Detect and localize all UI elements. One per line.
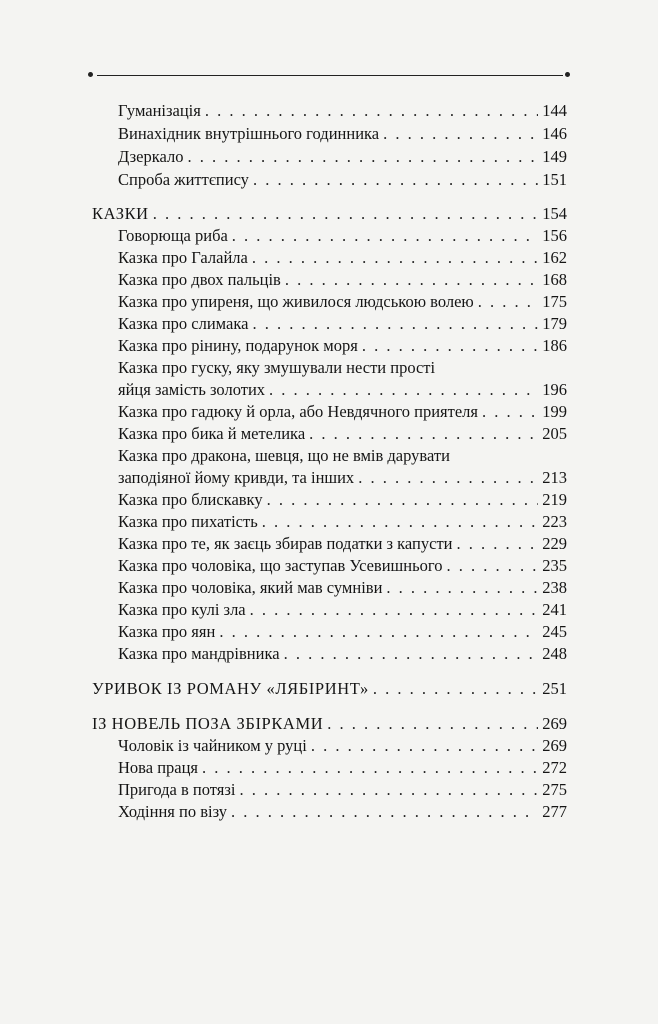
toc-entry	[118, 801, 567, 823]
toc-entry-title: Пригода в потязі	[118, 780, 236, 799]
toc-entry-page: 146	[542, 124, 567, 143]
toc-entry	[118, 335, 567, 357]
toc-entry-page: 213	[542, 468, 567, 487]
toc-entry-title: Казка про бика й метелика	[118, 424, 306, 443]
header-ornament-dot-left	[88, 72, 93, 77]
dot-leader	[252, 313, 538, 335]
dot-leader	[187, 146, 538, 168]
toc-entry	[118, 577, 567, 599]
toc-entry-page: 144	[542, 101, 567, 120]
toc-entry-title: Казка про пихатість	[118, 512, 258, 531]
toc-entry	[118, 621, 567, 643]
toc-entry-page: 179	[542, 314, 567, 333]
toc-entry	[118, 291, 567, 313]
toc-entry-title: Гуманізація	[118, 101, 201, 120]
dot-leader	[446, 555, 538, 577]
toc-entry	[118, 247, 567, 269]
toc-entry-title: Дзеркало	[118, 147, 184, 166]
toc-entry	[118, 169, 567, 191]
toc-entry-page: 229	[542, 534, 567, 553]
toc-entry	[118, 100, 567, 122]
dot-leader	[153, 203, 539, 225]
toc-entry	[118, 269, 567, 291]
dot-leader	[482, 401, 538, 423]
header-rule	[97, 75, 563, 76]
dot-leader	[269, 379, 538, 401]
toc-entry-page: 235	[542, 556, 567, 575]
toc-entry-title: Винахідник внутрішнього годинника	[118, 124, 380, 143]
dot-leader	[231, 801, 538, 823]
toc-entry-title: Ходіння по візу	[118, 802, 228, 821]
toc-section-page: 251	[542, 679, 567, 698]
toc-entry-title: Спроба життєпису	[118, 170, 249, 189]
toc-entry	[118, 643, 567, 665]
toc-entry-page: 175	[542, 292, 567, 311]
toc-entry-page: 241	[542, 600, 567, 619]
toc-entry	[118, 313, 567, 335]
toc-entry-page: 199	[542, 402, 567, 421]
dot-leader	[262, 511, 539, 533]
toc-section	[92, 678, 567, 700]
toc-section-title: УРИВОК ІЗ РОМАНУ «ЛЯБІРИНТ»	[92, 679, 369, 698]
dot-leader	[267, 489, 539, 511]
dot-leader	[250, 599, 539, 621]
toc-section-title: КАЗКИ	[92, 204, 149, 223]
toc-entry-page: 275	[542, 780, 567, 799]
toc-entry	[118, 401, 567, 423]
dot-leader	[202, 757, 538, 779]
toc-entry-title-line1: Казка про гуску, яку змушували нести прості	[118, 358, 436, 377]
dot-leader	[386, 577, 538, 599]
toc-entry	[118, 511, 567, 533]
toc-entry-page: 248	[542, 644, 567, 663]
toc-entry-title: Казка про упиреня, що живилося людською волею	[118, 292, 474, 311]
toc-entry-title: Казка про яян	[118, 622, 216, 641]
dot-leader	[373, 678, 538, 700]
toc-entry-page: 205	[542, 424, 567, 443]
toc-entry	[118, 146, 567, 168]
dot-leader	[383, 123, 538, 145]
toc-entry-page: 156	[542, 226, 567, 245]
toc-entry-title: Казка про чоловіка, який мав сумніви	[118, 578, 383, 597]
toc-entry-title-line1: Казка про дракона, шевця, що не вмів дарувати	[118, 446, 450, 465]
toc-entry-title: Казка про кулі зла	[118, 600, 246, 619]
toc-entry-page: 272	[542, 758, 567, 777]
dot-leader	[239, 779, 538, 801]
toc-entry-page: 269	[542, 736, 567, 755]
toc-entry-page: 162	[542, 248, 567, 267]
toc-entry	[118, 225, 567, 247]
toc-entry-title: Казка про слимака	[118, 314, 249, 333]
toc-entry-title: Казка про рінину, подарунок моря	[118, 336, 358, 355]
toc-entry	[118, 467, 567, 489]
toc-entry-page: 219	[542, 490, 567, 509]
dot-leader	[253, 169, 538, 191]
dot-leader	[457, 533, 539, 555]
toc-entry-title: Казка про мандрівника	[118, 644, 280, 663]
toc-entry-page: 223	[542, 512, 567, 531]
toc-entry-title-line2: заподіяної йому кривди, та інших	[118, 468, 355, 487]
toc-entry	[118, 123, 567, 145]
toc-section	[92, 203, 567, 225]
toc-entry-page: 149	[542, 147, 567, 166]
dot-leader	[362, 335, 538, 357]
toc-entry-title: Казка про те, як заєць збирав податки з капусти	[118, 534, 453, 553]
dot-leader	[219, 621, 538, 643]
toc-entry	[118, 735, 567, 757]
toc-section-page: 154	[542, 204, 567, 223]
dot-leader	[311, 735, 538, 757]
dot-leader	[232, 225, 538, 247]
toc-entry-title: Казка про чоловіка, що заступав Усевишнього	[118, 556, 443, 575]
toc-entry-page: 186	[542, 336, 567, 355]
toc-entry-title: Казка про двох пальців	[118, 270, 281, 289]
toc-entry-page: 168	[542, 270, 567, 289]
toc-entry-title-line2: яйця замість золотих	[118, 380, 266, 399]
toc-entry-title: Казка про гадюку й орла, або Невдячного приятеля	[118, 402, 478, 421]
toc-section-title: ІЗ НОВЕЛЬ ПОЗА ЗБІРКАМИ	[92, 714, 324, 733]
toc-entry-page: 196	[542, 380, 567, 399]
dot-leader	[327, 713, 538, 735]
toc-entry	[118, 757, 567, 779]
toc-entry-title: Нова праця	[118, 758, 199, 777]
toc-entry-title: Чоловік із чайником у руці	[118, 736, 307, 755]
toc-entry-page: 245	[542, 622, 567, 641]
dot-leader	[252, 247, 538, 269]
dot-leader	[285, 269, 538, 291]
header-ornament-dot-right	[565, 72, 570, 77]
toc-entry	[118, 599, 567, 621]
toc-entry	[118, 489, 567, 511]
dot-leader	[478, 291, 538, 313]
toc-entry	[118, 423, 567, 445]
toc-entry-title: Казка про блискавку	[118, 490, 263, 509]
toc-entry-page: 238	[542, 578, 567, 597]
toc-entry-page: 277	[542, 802, 567, 821]
toc-section-page: 269	[542, 714, 567, 733]
toc-entry	[118, 555, 567, 577]
toc-entry-title: Казка про Галайла	[118, 248, 248, 267]
toc-entry	[118, 533, 567, 555]
toc-entry	[118, 779, 567, 801]
dot-leader	[284, 643, 539, 665]
toc-entry	[118, 379, 567, 401]
toc-entry-title: Говорюща риба	[118, 226, 228, 245]
dot-leader	[309, 423, 538, 445]
toc-section	[92, 713, 567, 735]
toc-entry-page: 151	[542, 170, 567, 189]
dot-leader	[205, 100, 538, 122]
dot-leader	[358, 467, 538, 489]
